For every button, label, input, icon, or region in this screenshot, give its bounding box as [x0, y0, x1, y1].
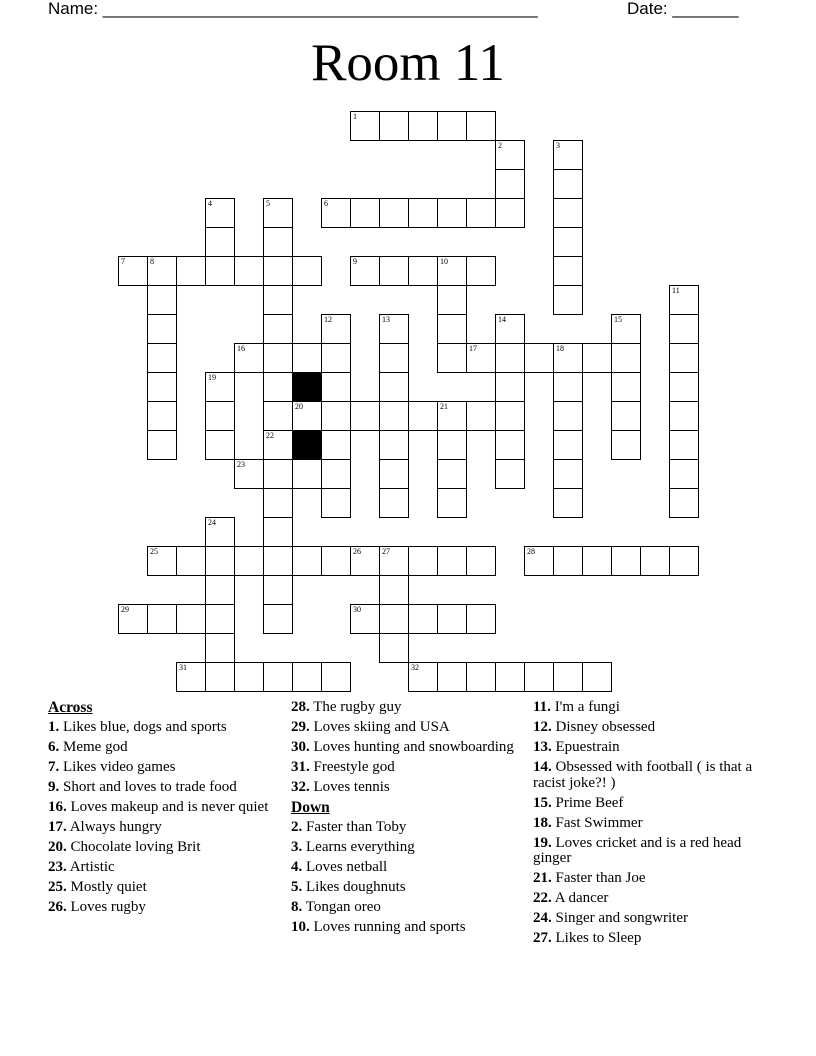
grid-cell[interactable]: [321, 488, 351, 518]
clue-number-label: 15.: [533, 794, 552, 811]
grid-cell[interactable]: [234, 459, 264, 489]
grid-cell[interactable]: [408, 111, 438, 141]
clue-item: [291, 880, 523, 896]
clue-number-label: 28.: [291, 699, 310, 715]
clue-text: Short and loves to trade food: [63, 778, 237, 795]
clue-number: 11: [672, 286, 680, 295]
grid-cell[interactable]: [292, 459, 322, 489]
clue-text: Freestyle god: [313, 759, 395, 775]
clue-number: 10: [440, 257, 448, 266]
clue-text: Loves skiing and USA: [313, 719, 450, 735]
grid-cell[interactable]: [350, 111, 380, 141]
grid-cell[interactable]: [524, 546, 554, 576]
clue-number: 27: [382, 547, 390, 556]
clue-text: Loves netball: [306, 858, 388, 875]
grid-cell[interactable]: [263, 227, 293, 257]
clue-number-label: 21.: [533, 870, 552, 886]
clue-text: Loves cricket and is a red head ginger: [533, 834, 742, 866]
clue-text: Loves rugby: [70, 898, 146, 915]
clue-number-label: 32.: [291, 779, 310, 795]
grid-cell[interactable]: [437, 111, 467, 141]
clue-number-label: 20.: [48, 838, 67, 855]
clue-number-label: 7.: [48, 758, 60, 775]
grid-cell[interactable]: [379, 575, 409, 605]
clue-item: [533, 720, 765, 736]
clue-number: 30: [353, 605, 361, 614]
grid-cell[interactable]: [263, 343, 293, 373]
clue-number-label: 29.: [291, 719, 310, 735]
clue-item: [48, 900, 280, 916]
grid-cell[interactable]: [147, 430, 177, 460]
grid-cell[interactable]: [669, 285, 699, 315]
clue-text: Faster than Toby: [306, 818, 407, 835]
clue-item: [291, 900, 523, 916]
grid-cell[interactable]: [263, 546, 293, 576]
clue-item: [291, 700, 523, 716]
grid-cell[interactable]: [379, 343, 409, 373]
grid-cell[interactable]: [669, 546, 699, 576]
grid-cell[interactable]: [234, 546, 264, 576]
clue-number: 22: [266, 431, 274, 440]
grid-cell[interactable]: [437, 546, 467, 576]
clue-text: Always hungry: [69, 818, 162, 835]
grid-cell[interactable]: [350, 604, 380, 634]
grid-cell[interactable]: [321, 401, 351, 431]
grid-cell[interactable]: [553, 343, 583, 373]
clue-number: 7: [121, 257, 125, 266]
clue-text: Faster than Joe: [555, 870, 646, 886]
grid-cell[interactable]: [611, 372, 641, 402]
clue-number: 16: [237, 344, 245, 353]
clue-number-label: 5.: [291, 878, 303, 895]
grid-cell[interactable]: [176, 604, 206, 634]
grid-cell[interactable]: [437, 256, 467, 286]
grid-cell[interactable]: [553, 459, 583, 489]
grid-cell[interactable]: [582, 546, 612, 576]
grid-cell[interactable]: [437, 314, 467, 344]
grid-cell[interactable]: [205, 662, 235, 692]
clue-item: [48, 800, 280, 816]
grid-cell[interactable]: [263, 488, 293, 518]
grid-cell[interactable]: [582, 662, 612, 692]
clue-number-label: 6.: [48, 738, 60, 755]
grid-cell[interactable]: [408, 401, 438, 431]
grid-cell[interactable]: [553, 662, 583, 692]
grid-cell[interactable]: [350, 198, 380, 228]
clue-number-label: 18.: [533, 814, 552, 831]
clue-text: Tongan oreo: [305, 898, 381, 915]
clue-number: 14: [498, 315, 506, 324]
clue-number: 13: [382, 315, 390, 324]
grid-cell[interactable]: [379, 111, 409, 141]
grid-cell[interactable]: [263, 517, 293, 547]
grid-cell[interactable]: [466, 604, 496, 634]
grid-cell[interactable]: [263, 459, 293, 489]
grid-cell[interactable]: [321, 662, 351, 692]
clue-number-label: 31.: [291, 759, 310, 775]
grid-cell[interactable]: [466, 256, 496, 286]
grid-cell[interactable]: [611, 430, 641, 460]
grid-cell[interactable]: [263, 575, 293, 605]
clue-number-label: 19.: [533, 834, 552, 851]
grid-cell[interactable]: [379, 604, 409, 634]
clue-item: [48, 860, 280, 876]
grid-cell[interactable]: [234, 343, 264, 373]
clue-item: [48, 840, 280, 856]
black-cell: [292, 430, 322, 460]
grid-cell[interactable]: [669, 372, 699, 402]
grid-cell[interactable]: [147, 546, 177, 576]
grid-cell[interactable]: [408, 256, 438, 286]
grid-cell[interactable]: [321, 459, 351, 489]
grid-cell[interactable]: [234, 662, 264, 692]
grid-cell[interactable]: [495, 372, 525, 402]
clue-item: [48, 880, 280, 896]
grid-cell[interactable]: [176, 662, 206, 692]
grid-cell[interactable]: [408, 604, 438, 634]
grid-cell[interactable]: [437, 401, 467, 431]
clue-item: [533, 796, 765, 812]
grid-cell[interactable]: [350, 401, 380, 431]
grid-cell[interactable]: [292, 662, 322, 692]
clue-text: Loves makeup and is never quiet: [70, 798, 269, 815]
grid-cell[interactable]: [263, 198, 293, 228]
grid-cell[interactable]: [379, 372, 409, 402]
grid-cell[interactable]: [495, 662, 525, 692]
clue-number: 3: [556, 141, 560, 150]
grid-cell[interactable]: [553, 140, 583, 170]
grid-cell[interactable]: [466, 198, 496, 228]
clue-item: [533, 891, 765, 907]
grid-cell[interactable]: [437, 604, 467, 634]
grid-cell[interactable]: [147, 604, 177, 634]
clue-number: 31: [179, 663, 187, 672]
clue-text: Loves hunting and snowboarding: [313, 739, 514, 755]
grid-cell[interactable]: [292, 343, 322, 373]
clue-number-label: 16.: [48, 798, 67, 815]
grid-cell[interactable]: [292, 401, 322, 431]
grid-cell[interactable]: [466, 343, 496, 373]
grid-cell[interactable]: [205, 633, 235, 663]
grid-cell[interactable]: [495, 314, 525, 344]
date-field-label: Date: _______: [627, 0, 739, 18]
clue-number-label: 2.: [291, 818, 303, 835]
grid-cell[interactable]: [669, 343, 699, 373]
grid-cell[interactable]: [263, 604, 293, 634]
clue-number: 28: [527, 547, 535, 556]
name-field-label: Name: ______________________________________________: [48, 0, 538, 18]
grid-cell[interactable]: [176, 546, 206, 576]
grid-cell[interactable]: [495, 459, 525, 489]
grid-cell[interactable]: [147, 314, 177, 344]
clue-number: 5: [266, 199, 270, 208]
grid-cell[interactable]: [408, 662, 438, 692]
clue-text: Likes to Sleep: [555, 930, 642, 946]
clue-item: [48, 820, 280, 836]
grid-cell[interactable]: [611, 546, 641, 576]
clue-item: [533, 816, 765, 832]
clue-number-label: 12.: [533, 719, 552, 735]
clue-text: Artistic: [69, 858, 115, 875]
grid-cell[interactable]: [553, 488, 583, 518]
grid-cell[interactable]: [321, 314, 351, 344]
clue-number: 25: [150, 547, 158, 556]
clues-column-1: [48, 700, 280, 920]
grid-cell[interactable]: [640, 546, 670, 576]
grid-cell[interactable]: [669, 430, 699, 460]
grid-cell[interactable]: [263, 256, 293, 286]
grid-cell[interactable]: [379, 198, 409, 228]
grid-cell[interactable]: [263, 314, 293, 344]
clue-text: Likes blue, dogs and sports: [63, 718, 227, 735]
clue-number: 18: [556, 344, 564, 353]
grid-cell[interactable]: [234, 256, 264, 286]
clue-number: 6: [324, 199, 328, 208]
clue-number-label: 25.: [48, 878, 67, 895]
grid-cell[interactable]: [176, 256, 206, 286]
clue-item: [533, 740, 765, 756]
grid-cell[interactable]: [379, 430, 409, 460]
grid-cell[interactable]: [292, 546, 322, 576]
clue-text: Singer and songwriter: [555, 910, 688, 926]
grid-cell[interactable]: [553, 401, 583, 431]
grid-cell[interactable]: [147, 343, 177, 373]
clue-number: 17: [469, 344, 477, 353]
grid-cell[interactable]: [321, 372, 351, 402]
clue-text: I'm a fungi: [554, 699, 620, 715]
clue-number: 8: [150, 257, 154, 266]
clue-number: 19: [208, 373, 216, 382]
clue-number-label: 27.: [533, 930, 552, 946]
grid-cell[interactable]: [205, 198, 235, 228]
clue-item: [533, 931, 765, 947]
grid-cell[interactable]: [553, 546, 583, 576]
grid-cell[interactable]: [263, 401, 293, 431]
clue-item: [291, 840, 523, 856]
clue-text: Learns everything: [306, 838, 415, 855]
grid-cell[interactable]: [495, 401, 525, 431]
clue-item: [291, 740, 523, 756]
page-title: Room 11: [311, 34, 505, 92]
grid-cell[interactable]: [321, 198, 351, 228]
grid-cell[interactable]: [466, 111, 496, 141]
clues-column-2: [291, 700, 523, 940]
grid-cell[interactable]: [582, 343, 612, 373]
grid-cell[interactable]: [524, 343, 554, 373]
grid-cell[interactable]: [466, 546, 496, 576]
clue-item: [48, 740, 280, 756]
clue-number-label: 23.: [48, 858, 67, 875]
clue-item: [291, 720, 523, 736]
clue-number: 29: [121, 605, 129, 614]
grid-cell[interactable]: [263, 662, 293, 692]
clue-item: [533, 700, 765, 716]
grid-cell[interactable]: [350, 256, 380, 286]
clue-text: Mostly quiet: [70, 878, 147, 895]
clue-text: Meme god: [63, 738, 128, 755]
grid-cell[interactable]: [611, 314, 641, 344]
grid-cell[interactable]: [263, 285, 293, 315]
grid-cell[interactable]: [553, 227, 583, 257]
grid-cell[interactable]: [379, 546, 409, 576]
grid-cell[interactable]: [553, 430, 583, 460]
clue-item: [533, 911, 765, 927]
clue-text: Likes doughnuts: [306, 878, 406, 895]
grid-cell[interactable]: [321, 546, 351, 576]
grid-cell[interactable]: [205, 546, 235, 576]
clue-item: [291, 820, 523, 836]
clue-item: [48, 760, 280, 776]
clue-number-label: 13.: [533, 739, 552, 755]
grid-cell[interactable]: [466, 662, 496, 692]
grid-cell[interactable]: [408, 546, 438, 576]
clue-number: 12: [324, 315, 332, 324]
clue-number-label: 26.: [48, 898, 67, 915]
clue-number-label: 9.: [48, 778, 60, 795]
grid-cell[interactable]: [379, 488, 409, 518]
grid-cell[interactable]: [669, 459, 699, 489]
down-heading: Down: [291, 799, 330, 816]
clue-text: Disney obsessed: [555, 719, 656, 735]
grid-cell[interactable]: [379, 256, 409, 286]
grid-cell[interactable]: [669, 488, 699, 518]
grid-cell[interactable]: [147, 285, 177, 315]
grid-cell[interactable]: [466, 401, 496, 431]
grid-cell[interactable]: [350, 546, 380, 576]
clue-text: Likes video games: [63, 758, 176, 775]
grid-cell[interactable]: [611, 343, 641, 373]
grid-cell[interactable]: [553, 169, 583, 199]
grid-cell[interactable]: [379, 633, 409, 663]
grid-cell[interactable]: [205, 517, 235, 547]
clue-number: 9: [353, 257, 357, 266]
clue-text: Loves running and sports: [313, 918, 466, 935]
grid-cell[interactable]: [379, 314, 409, 344]
grid-cell[interactable]: [524, 662, 554, 692]
clue-number-label: 22.: [533, 890, 552, 906]
grid-cell[interactable]: [118, 604, 148, 634]
clue-number-label: 24.: [533, 910, 552, 926]
grid-cell[interactable]: [495, 343, 525, 373]
grid-cell[interactable]: [263, 372, 293, 402]
clue-item: [291, 920, 523, 936]
clue-number: 32: [411, 663, 419, 672]
clue-item: [48, 780, 280, 796]
clue-text: Fast Swimmer: [555, 814, 643, 831]
grid-cell[interactable]: [669, 401, 699, 431]
clue-number: 21: [440, 402, 448, 411]
clue-number-label: 3.: [291, 838, 303, 855]
grid-cell[interactable]: [321, 430, 351, 460]
clue-item: [533, 836, 765, 867]
grid-cell[interactable]: [263, 430, 293, 460]
grid-cell[interactable]: [292, 256, 322, 286]
grid-cell[interactable]: [147, 401, 177, 431]
clue-text: A dancer: [554, 890, 609, 906]
clue-number-label: 10.: [291, 918, 310, 935]
grid-cell[interactable]: [495, 430, 525, 460]
grid-cell[interactable]: [205, 401, 235, 431]
grid-cell[interactable]: [437, 459, 467, 489]
clue-number: 26: [353, 547, 361, 556]
clue-number: 15: [614, 315, 622, 324]
clue-text: Chocolate loving Brit: [70, 838, 201, 855]
grid-cell[interactable]: [495, 169, 525, 199]
grid-cell[interactable]: [147, 372, 177, 402]
clue-number-label: 14.: [533, 759, 552, 775]
clue-item: [533, 760, 765, 791]
across-heading: Across: [48, 699, 93, 716]
grid-cell[interactable]: [437, 662, 467, 692]
grid-cell[interactable]: [118, 256, 148, 286]
grid-cell[interactable]: [669, 314, 699, 344]
grid-cell[interactable]: [408, 198, 438, 228]
clue-item: [291, 860, 523, 876]
grid-cell[interactable]: [205, 604, 235, 634]
clue-number-label: 8.: [291, 898, 303, 915]
grid-cell[interactable]: [205, 256, 235, 286]
grid-cell[interactable]: [437, 488, 467, 518]
clue-item: [48, 720, 280, 736]
grid-cell[interactable]: [611, 401, 641, 431]
grid-cell[interactable]: [379, 459, 409, 489]
clues-column-3: [533, 700, 765, 951]
clue-number: 4: [208, 199, 212, 208]
grid-cell[interactable]: [321, 343, 351, 373]
grid-cell[interactable]: [553, 198, 583, 228]
grid-cell[interactable]: [205, 372, 235, 402]
grid-cell[interactable]: [437, 343, 467, 373]
clue-number: 20: [295, 402, 303, 411]
grid-cell[interactable]: [553, 256, 583, 286]
clue-number-label: 17.: [48, 818, 67, 835]
grid-cell[interactable]: [495, 198, 525, 228]
clue-text: The rugby guy: [313, 699, 402, 715]
clue-number-label: 11.: [533, 699, 551, 715]
clue-text: Obsessed with football ( is that a racist joke?! ): [533, 759, 753, 791]
grid-cell[interactable]: [495, 140, 525, 170]
clue-item: [533, 871, 765, 887]
clue-item: [291, 780, 523, 796]
clue-text: Epuestrain: [555, 739, 620, 755]
clue-number: 24: [208, 518, 216, 527]
clue-text: Loves tennis: [313, 779, 390, 795]
black-cell: [292, 372, 322, 402]
grid-cell[interactable]: [437, 430, 467, 460]
clue-number-label: 1.: [48, 718, 60, 735]
grid-cell[interactable]: [553, 285, 583, 315]
grid-cell[interactable]: [205, 575, 235, 605]
grid-cell[interactable]: [205, 430, 235, 460]
grid-cell[interactable]: [205, 227, 235, 257]
clue-number: 1: [353, 112, 357, 121]
clue-number: 2: [498, 141, 502, 150]
clue-text: Prime Beef: [555, 794, 624, 811]
grid-cell[interactable]: [437, 285, 467, 315]
grid-cell[interactable]: [379, 401, 409, 431]
grid-cell[interactable]: [147, 256, 177, 286]
clue-number-label: 4.: [291, 858, 303, 875]
grid-cell[interactable]: [437, 198, 467, 228]
grid-cell[interactable]: [553, 372, 583, 402]
clue-item: [291, 760, 523, 776]
clue-number: 23: [237, 460, 245, 469]
clue-number-label: 30.: [291, 739, 310, 755]
